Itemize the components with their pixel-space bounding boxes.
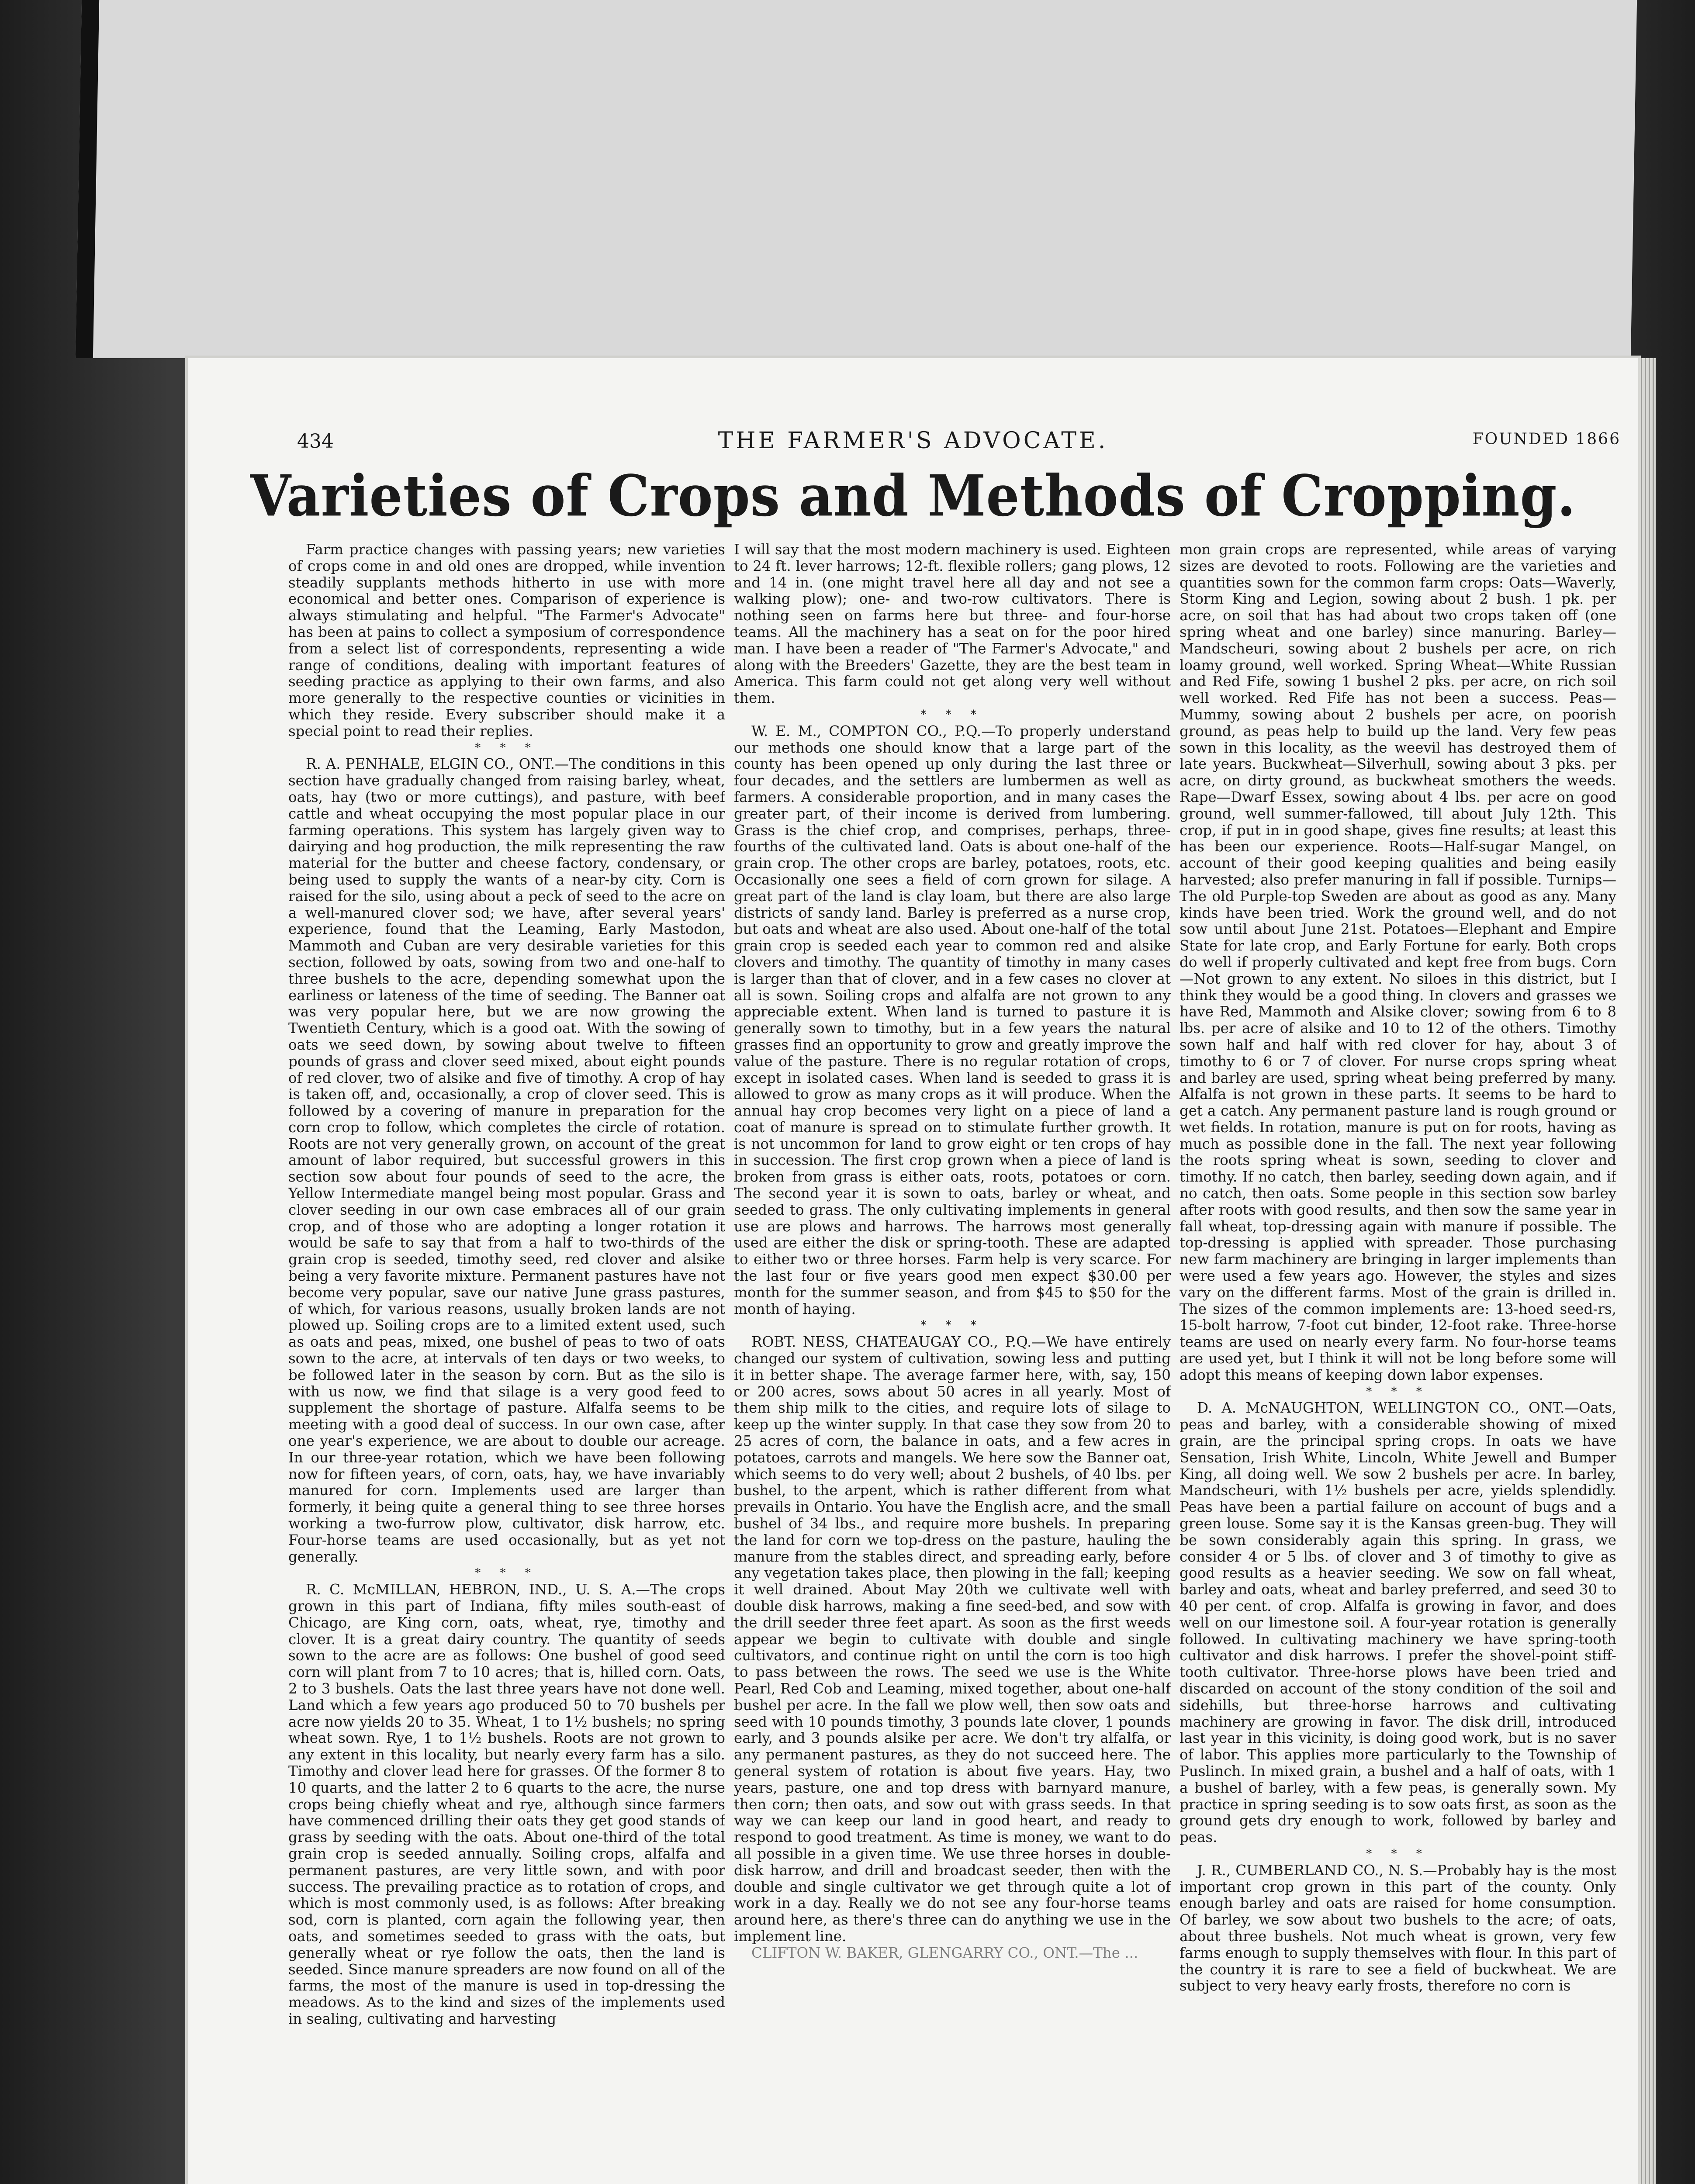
previous-page-edge: [76, 0, 1637, 358]
page-header: [188, 430, 1638, 461]
page-stack-edge: [1638, 358, 1656, 2184]
founded-note: FOUNDED 1866: [1472, 430, 1621, 448]
column-2: [734, 542, 1171, 2184]
section-separator: * * *: [1366, 1847, 1430, 1860]
letter-penhale: R. A. PENHALE, ELGIN CO., ONT.—The conditions in this section have gradually changed from raising barley, wheat, oats, hay (two or more cuttings), and pasture, with beef cattle and wheat occupying the most popular place in our farming operations. This system has largely given way to dairying and hog production, the milk representing the raw material for the butter and cheese factory, condensary, or being used to supply the wants of a near-by city. Corn is raised for the silo, using about a peck of seed to the acre on a well-manured clover sod; we have, after several years' experience, found that the Leaming, Early Mastodon, Mammoth and Cuban are very desirable varieties for this section, followed by oats, sowing from two and one-half to three bushels to the acre, depending somewhat upon the earliness or lateness of the time of seeding. The Banner oat was very popular here, but we are now growing the Twentieth Century, which is a good oat. With the sowing of oats we seed down, by sowing about twelve to fifteen pounds of grass and clover seed mixed, about eight pounds of red clover, two of alsike and five of timothy. A crop of hay is taken off, and, occasionally, a crop of clover seed. This is followed by a covering of manure in preparation for the corn crop to follow, which completes the circle of rotation. Roots are not very generally grown, on account of the great amount of labor required, but successful growers in this section sow about four pounds of seed to the acre, the Yellow Intermediate mangel being most popular. Grass and clover seeding in our own case embraces all of our grain crop, and of those who are adopting a longer rotation it would be safe to say that from a half to two-thirds of the grain crop is seeded, timothy seed, red clover and alsike being a very favorite mixture. Permanent pastures have not become very popular, save our native June grass pastures, of which, for various reasons, usually broken lands are not plowed up. Soiling crops are to a limited extent used, such as oats and peas, mixed, one bushel of peas to two of oats sown to the acre, at intervals of ten days or two weeks, to be followed later in the season by corn. But as the silo is with us now, we find that silage is a very good feed to supplement the shortage of pasture. Alfalfa seems to be meeting with a good deal of success. In our own case, after one year's experience, we are about to double our acreage. In our three-year rotation, which we have been following now for fifteen years, of corn, oats, hay, we have invariably manured for corn. Implements used are larger than formerly, it being quite a general thing to see three horses working a two-furrow plow, cultivator, disk harrow, etc. Four-horse teams are used occasionally, but as yet not generally.: [288, 756, 725, 1565]
letter-continued-top: mon grain crops are represented, while areas of varying sizes are devoted to roots. Following are the varieties and quantities sown for the common farm crops: Oats—Waverly, Storm King and Legion, sowing about 2 bush. 1 pk. per acre, on soil that has had about two crops taken off (one spring wheat and one barley) since manuring. Barley—Mandscheuri, sowing about 2 bushels per acre, on rich loamy ground, well worked. Spring Wheat—White Russian and Red Fife, sowing 1 bushel 2 pks. per acre, on rich soil well worked. Red Fife has not been a success. Peas—Mummy, sowing about 2 bushels per acre, on poorish ground, as peas help to build up the land. Very few peas sown in this locality, as the weevil has destroyed them of late years. Buckwheat—Silverhull, sowing about 3 pks. per acre, on dirty ground, as buckwheat smothers the weeds. Rape—Dwarf Essex, sowing about 4 lbs. per acre on good ground, well summer-fallowed, till about July 12th. This crop, if put in in good shape, gives fine results; at least this has been our experience. Roots—Half-sugar Mangel, on account of their good keeping qualities and being easily harvested; also prefer manuring in fall if possible. Turnips—The old Purple-top Sweden are about as good as any. Many kinds have been tried. Work the ground well, and do not sow until about June 21st. Potatoes—Elephant and Empire State for late crop, and Early Fortune for early. Both crops do well if properly cultivated and kept free from bugs. Corn—Not grown to any extent. No siloes in this district, but I think they would be a good thing. In clovers and grasses we have Red, Mammoth and Alsike clover; sowing from 6 to 8 lbs. per acre of alsike and 10 to 12 of the others. Timothy sown half and half with red clover for hay, about 3 of timothy to 6 or 7 of clover. For nurse crops spring wheat and barley are used, spring wheat being preferred by many. Alfalfa is not grown in these parts. It seems to be hard to get a catch. Any permanent pasture land is rough ground or wet fields. In rotation, manure is put on for roots, having as much as possible done in the fall. The next year following the roots spring wheat is sown, seeding to clover and timothy. If no catch, then barley, seeding down again, and if no catch, then oats. Some people in this section sow barley after roots with good results, and then sow the same year in fall wheat, top-dressing again with manure if possible. The top-dressing is applied with spreader. Those purchasing new farm machinery are bringing in larger implements than were used a few years ago. However, the styles and sizes vary on the different farms. Most of the grain is drilled in. The sizes of the common implements are: 13-hoed seed-rs, 15-bolt harrow, 7-foot cut binder, 12-foot rake. Three-horse teams are used on nearly every farm. No four-horse teams are used yet, but I think it will not be long before some will adopt this means of keeping down labor expenses.: [1180, 542, 1616, 1383]
letter-cumberland: J. R., CUMBERLAND CO., N. S.—Probably hay is the most important crop grown in this part of the county. Only enough barley and oats are raised for home consumption. Of barley, we sow about two bushels to the acre; of oats, about three bushels. Not much wheat is grown, very few farms enough to supply themselves with flour. In this part of the country it is rare to see a field of buckwheat. We are subject to very heavy early frosts, therefore no corn is: [1180, 1862, 1616, 1994]
section-separator: * * *: [1366, 1385, 1430, 1398]
column-3: [1180, 542, 1616, 2184]
letter-mcmillan-continued: I will say that the most modern machinery is used. Eighteen to 24 ft. lever harrows; 12-ft. flexible rollers; gang plows, 12 and 14 in. (one might travel here all day and not see a walking plow); one- and two-row cultivators. There is nothing seen on farms here but three- and four-horse teams. All the machinery has a seat on for the poor hired man. I have been a reader of "The Farmer's Advocate," and along with the Breeders' Gazette, they are the best team in America. This farm could not get along very well without them.: [734, 542, 1171, 707]
section-separator: * * *: [920, 1319, 984, 1332]
section-separator: * * *: [475, 1566, 539, 1580]
letter-compton: W. E. M., COMPTON CO., P.Q.—To properly understand our methods one should know that a large part of the county has been opened up only during the last three or four decades, and the settlers are lumbermen as well as farmers. A considerable proportion, and in many cases the greater part, of their income is derived from lumbering. Grass is the chief crop, and comprises, perhaps, three-fourths of the cultivated land. Oats is about one-half of the grain crop. The other crops are barley, potatoes, roots, etc. Occasionally one sees a field of corn grown for silage. A great part of the land is clay loam, but there are also large districts of sandy land. Barley is preferred as a nurse crop, but oats and wheat are also used. About one-half of the total grain crop is seeded each year to common red and alsike clovers and timothy. The quantity of timothy in many cases is larger than that of clover, and in a few cases no clover at all is sown. Soiling crops and alfalfa are not grown to any appreciable extent. When land is turned to pasture it is generally sown to timothy, but in a few years the natural grasses find an opportunity to grow and greatly improve the value of the pasture. There is no regular rotation of crops, except in isolated cases. When land is seeded to grass it is allowed to grow as many crops as it will produce. When the annual hay crop becomes very light on a piece of land a coat of manure is spread on to stimulate further growth. It is not uncommon for land to grow eight or ten crops of hay in succession. The first crop grown when a piece of land is broken from grass is either oats, roots, potatoes or corn. The second year it is sown to oats, barley or wheat, and seeded to grass. The only cultivating implements in general use are plows and harrows. The harrows most generally used are either the disk or spring-tooth. These are adapted to either two or three horses. Farm help is very scarce. For the last four or five years good men expect $30.00 per month for the summer season, and from $45 to $50 for the month of haying.: [734, 722, 1171, 1317]
letter-last-heading: CLIFTON W. BAKER, GLENGARRY CO., ONT.—The ...: [751, 1944, 1138, 1961]
article-columns: [288, 542, 1616, 2184]
article-headline: Varieties of Crops and Methods of Cropping.: [250, 463, 1576, 529]
letter-mcmillan: R. C. McMILLAN, HEBRON, IND., U. S. A.—The crops grown in this part of Indiana, fifty miles south-east of Chicago, are King corn, oats, wheat, rye, timothy and clover. It is a great dairy country. The quantity of seeds sown to the acre are as follows: One bushel of good seed corn will plant from 7 to 10 acres; that is, hilled corn. Oats, 2 to 3 bushels. Oats the last three years have not done well. Land which a few years ago produced 50 to 70 bushels per acre now yields 20 to 35. Wheat, 1 to 1½ bushels; no spring wheat sown. Rye, 1 to 1½ bushels. Roots are not grown to any extent in this locality, but nearly every farm has a silo. Timothy and clover lead here for grasses. Of the former 8 to 10 quarts, and the latter 2 to 6 quarts to the acre, the nurse crops being chiefly wheat and rye, although since farmers have commenced drilling their oats they get good stands of grass by seeding with the oats. About one-third of the total grain crop is seeded annually. Soiling crops, alfalfa and permanent pastures, are very little sown, and with poor success. The prevailing practice as to rotation of crops, and which is most commonly used, is as follows: After breaking sod, corn is planted, corn again the following year, then oats, and sometimes seeded to grass with the oats, but generally wheat or rye follow the oats, then the land is seeded. Since manure spreaders are now found on all of the farms, the most of the manure is used in top-dressing the meadows. As to the kind and sizes of the implements used in sealing, cultivating and harvesting: [288, 1581, 725, 2027]
letter-mcnaughton: D. A. McNAUGHTON, WELLINGTON CO., ONT.—Oats, peas and barley, with a considerable showing of mixed grain, are the principal spring crops. In oats we have Sensation, Irish White, Lincoln, White Jewell and Bumper King, all doing well. We sow 2 bushels per acre. In barley, Mandscheuri, with 1½ bushels per acre, yields splendidly. Peas have been a partial failure on account of bugs and a green louse. Some say it is the Kansas green-bug. They will be sown considerably again this spring. In grass, we consider 4 or 5 lbs. of clover and 3 of timothy to give as good results as a heavier seeding. We sow on fall wheat, barley and oats, wheat and barley preferred, and seed 30 to 40 per cent. of crop. Alfalfa is growing in favor, and does well on our limestone soil. A four-year rotation is generally followed. In cultivating machinery we have spring-tooth cultivator and disk harrows. I prefer the shovel-point stiff-tooth cultivator. Three-horse plows have been tried and discarded on account of the stony condition of the soil and sidehills, but three-horse harrows and cultivating machinery are growing in favor. The disk drill, introduced last year in this vicinity, is doing good work, but is no saver of labor. This applies more particularly to the Township of Puslinch. In mixed grain, a bushel and a half of oats, with 1 a bushel of barley, with a few peas, is generally sown. My practice in spring seeding is to sow oats first, as soon as the ground gets dry enough to work, followed by barley and peas.: [1180, 1400, 1616, 1846]
page-number: 434: [297, 430, 334, 453]
column-1: [288, 542, 725, 2184]
intro-paragraph: Farm practice changes with passing years; new varieties of crops come in and old ones are dropped, while invention steadily supplants methods hitherto in use with more economical and better ones. Comparison of experience is always stimulating and helpful. "The Farmer's Advocate" has been at pains to collect a symposium of correspondence from a select list of correspondents, representing a wide range of conditions, dealing with important features of seeding practice as applying to their own farms, and also more generally to the respective counties or vicinities in which they reside. Every subscriber should make it a special point to read their replies.: [288, 542, 725, 740]
letter-ness: ROBT. NESS, CHATEAUGAY CO., P.Q.—We have entirely changed our system of cultivation, sowing less and putting it in better shape. The average farmer here, with, say, 150 or 200 acres, sows about 50 acres in all yearly. Most of them ship milk to the cities, and require lots of silage to keep up the winter supply. In that case they sow from 20 to 25 acres of corn, the balance in oats, and a few acres in potatoes, carrots and mangels. We here sow the Banner oat, which seems to do very well; about 2 bushels, of 40 lbs. per bushel, to the arpent, which is rather different from what prevails in Ontario. You have the English acre, and the small bushel of 34 lbs., and require more bushels. In preparing the land for corn we top-dress on the pasture, hauling the manure from the stables direct, and spreading early, before any vegetation takes place, then plowing in the fall; keeping it well drained. About May 20th we cultivate well with double disk harrows, making a fine seed-bed, and sow with the drill seeder three feet apart. As soon as the first weeds appear we begin to cultivate with double and single cultivators, and continue right on until the corn is too high to pass between the rows. The seed we use is the White Pearl, Red Cob and Leaming, mixed together, about one-half bushel per acre. In the fall we plow well, then sow oats and seed with 10 pounds timothy, 3 pounds late clover, 1 pounds early, and 3 pounds alsike per acre. We don't try alfalfa, or any permanent pastures, as they do not succeed here. The general system of rotation is about five years. Hay, two years, pasture, one and top dress with barnyard manure, then corn; then oats, and sow out with grass seeds. In that way we can keep our land in good heart, and ready to respond to good treatment. As time is money, we want to do all possible in a given time. We use three horses in double-disk harrow, and drill and broadcast seeder, then with the double and single cultivator we get through quite a lot of work in a day. Really we do not see any four-horse teams around here, as there's three can do anything we use in the implement line.: [734, 1334, 1171, 1945]
section-separator: * * *: [920, 708, 984, 721]
section-separator: * * *: [475, 741, 539, 754]
paper-name: THE FARMER'S ADVOCATE.: [718, 428, 1108, 454]
newspaper-page: [188, 358, 1638, 2184]
